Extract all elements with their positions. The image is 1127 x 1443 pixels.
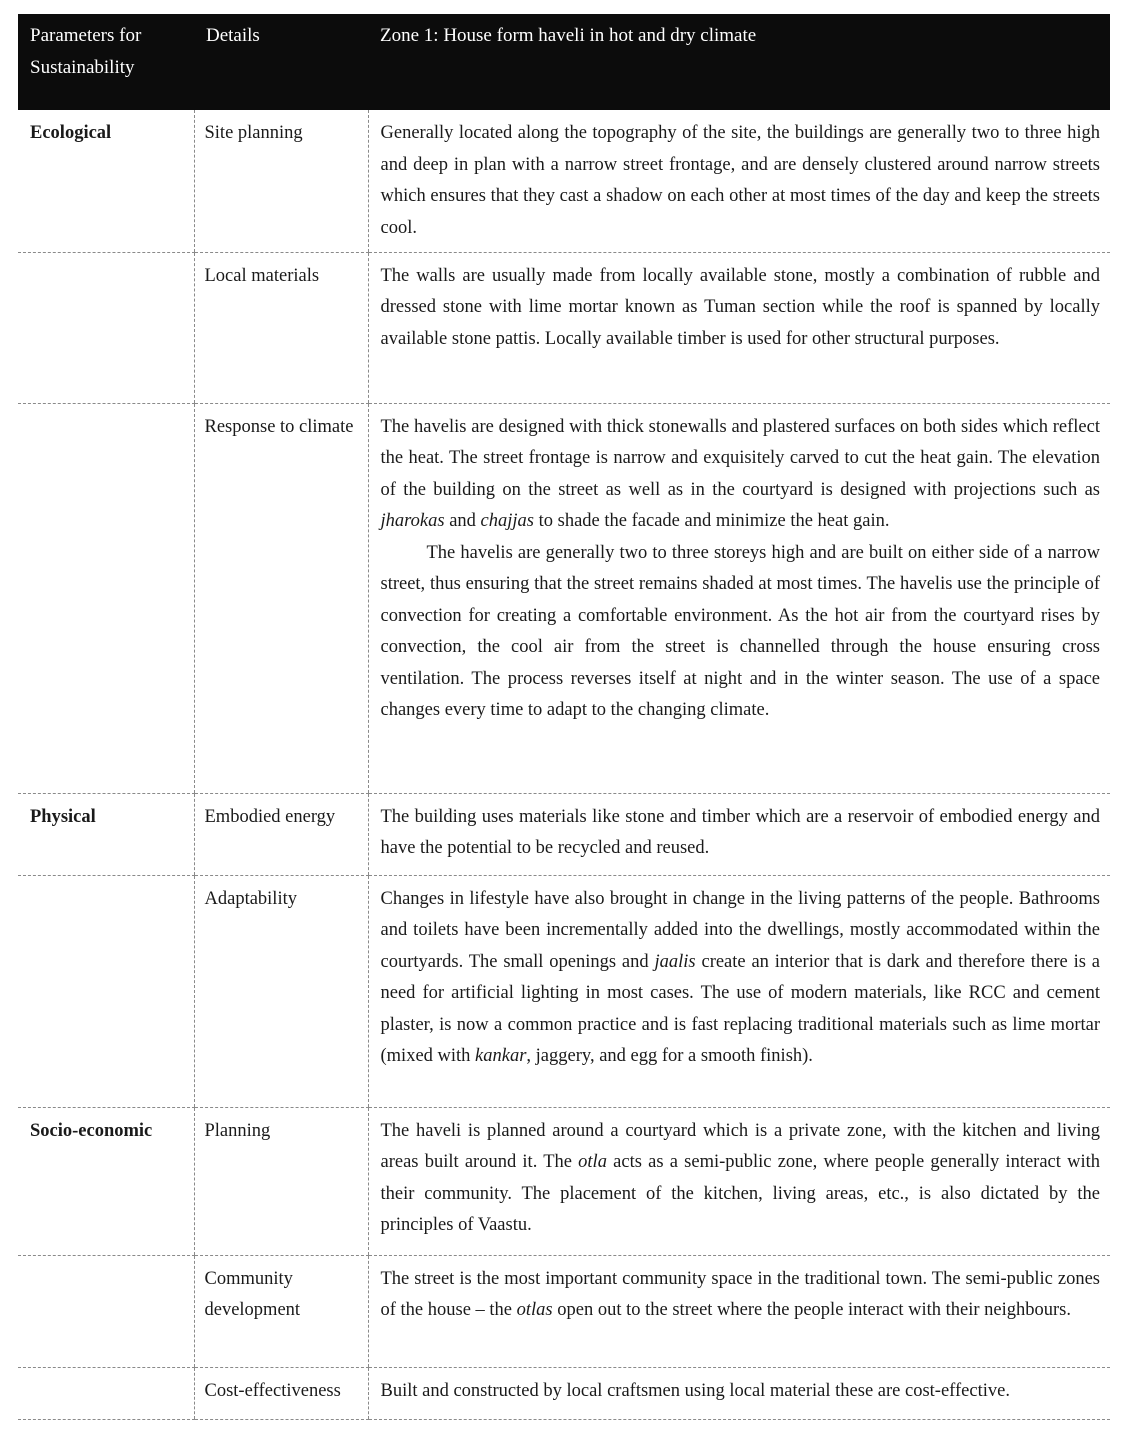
- parameter-cell: [18, 875, 194, 1107]
- zone-description: [368, 252, 1110, 403]
- paragraph: The street is the most important community space in the traditional town. The semi-public zones of the house – the otlas open out to the street where the people interact with their neighbours.: [380, 1268, 1100, 1320]
- paragraph: The haveli is planned around a courtyard which is a private zone, with the kitchen and living areas built around it. The otla acts as a semi-public zone, where people generally interact with their community. The placement of the kitchen, living areas, etc., is also dictated by the principles of Vaastu.: [380, 1120, 1100, 1235]
- zone-description: [368, 1255, 1110, 1367]
- table-row: [18, 1255, 1110, 1367]
- header-details: Details: [194, 14, 368, 110]
- detail-cell: Adaptability: [194, 875, 368, 1107]
- table-row: [18, 110, 1110, 252]
- detail-cell: Planning: [194, 1107, 368, 1255]
- table-row: [18, 1367, 1110, 1419]
- italic-term: otlas: [516, 1300, 553, 1320]
- zone-description: [368, 875, 1110, 1107]
- italic-term: jharokas: [380, 511, 445, 531]
- parameter-cell: [18, 1255, 194, 1367]
- paragraph: Generally located along the topography of the site, the buildings are generally two to three high and deep in plan with a narrow street frontage, and are densely clustered around narrow streets which ensures that they cast a shadow on each other at most times of the day and keep the streets cool.: [380, 123, 1100, 238]
- header-row: [18, 14, 1110, 110]
- sustainability-table: [18, 14, 1110, 1420]
- italic-term: kankar: [475, 1046, 527, 1066]
- header-parameters: Parameters for Sustainability: [18, 14, 194, 110]
- paragraph: The havelis are generally two to three storeys high and are built on either side of a narrow street, thus ensuring that the street remains shaded at most times. The havelis use the principle of convection for creating a comfortable environment. As the hot air from the courtyard rises by convection, the cool air from the street is channelled through the house ensuring cross ventilation. The process reverses itself at night and in the winter season. The use of a space changes every time to adapt to the changing climate.: [380, 542, 1100, 720]
- paragraph: Changes in lifestyle have also brought in change in the living patterns of the people. Bathrooms and toilets have been incrementally added into the dwellings, mostly accommodated within the courtyards. The small openings and jaalis create an interior that is dark and therefore there is a need for artificial lighting in most cases. The use of modern materials, like RCC and cement plaster, is now a common practice and is fast replacing traditional materials such as lime mortar (mixed with kankar, jaggery, and egg for a smooth finish).: [380, 888, 1100, 1066]
- table-row: [18, 793, 1110, 875]
- table-row: [18, 252, 1110, 403]
- detail-cell: Site planning: [194, 110, 368, 252]
- zone-description: [368, 793, 1110, 875]
- paragraph: The walls are usually made from locally available stone, mostly a combination of rubble and dressed stone with lime mortar known as Tuman section while the roof is spanned by locally available stone pattis. Locally available timber is used for other structural purposes.: [380, 265, 1100, 349]
- zone-description: [368, 1367, 1110, 1419]
- header-zone: Zone 1: House form haveli in hot and dry climate: [368, 14, 1110, 110]
- table-row: [18, 1107, 1110, 1255]
- zone-description: [368, 1107, 1110, 1255]
- parameter-cell: Physical: [18, 793, 194, 875]
- paragraph: The havelis are designed with thick stonewalls and plastered surfaces on both sides which reflect the heat. The street frontage is narrow and exquisitely carved to cut the heat gain. The elevation of the building on the street as well as in the courtyard is designed with projections such as jharokas and chajjas to shade the facade and minimize the heat gain.: [380, 416, 1100, 531]
- parameter-cell: Ecological: [18, 110, 194, 252]
- italic-term: jaalis: [654, 951, 696, 972]
- parameter-cell: Socio-economic: [18, 1107, 194, 1255]
- detail-cell: Cost-effectiveness: [194, 1367, 368, 1419]
- paragraph: The building uses materials like stone and timber which are a reservoir of embodied energy and have the potential to be recycled and reused.: [380, 806, 1100, 858]
- detail-cell: Embodied energy: [194, 793, 368, 875]
- parameter-cell: [18, 252, 194, 403]
- detail-cell: Community development: [194, 1255, 368, 1367]
- zone-description: [368, 403, 1110, 793]
- zone-description: [368, 110, 1110, 252]
- parameter-cell: [18, 1367, 194, 1419]
- table-row: [18, 403, 1110, 793]
- italic-term: otla: [578, 1152, 607, 1172]
- detail-cell: Local materials: [194, 252, 368, 403]
- paragraph: Built and constructed by local craftsmen using local material these are cost-effective.: [380, 1380, 1010, 1401]
- italic-term: chajjas: [480, 511, 534, 531]
- parameter-cell: [18, 403, 194, 793]
- table-header: [18, 14, 1110, 110]
- table-row: [18, 875, 1110, 1107]
- detail-cell: Response to climate: [194, 403, 368, 793]
